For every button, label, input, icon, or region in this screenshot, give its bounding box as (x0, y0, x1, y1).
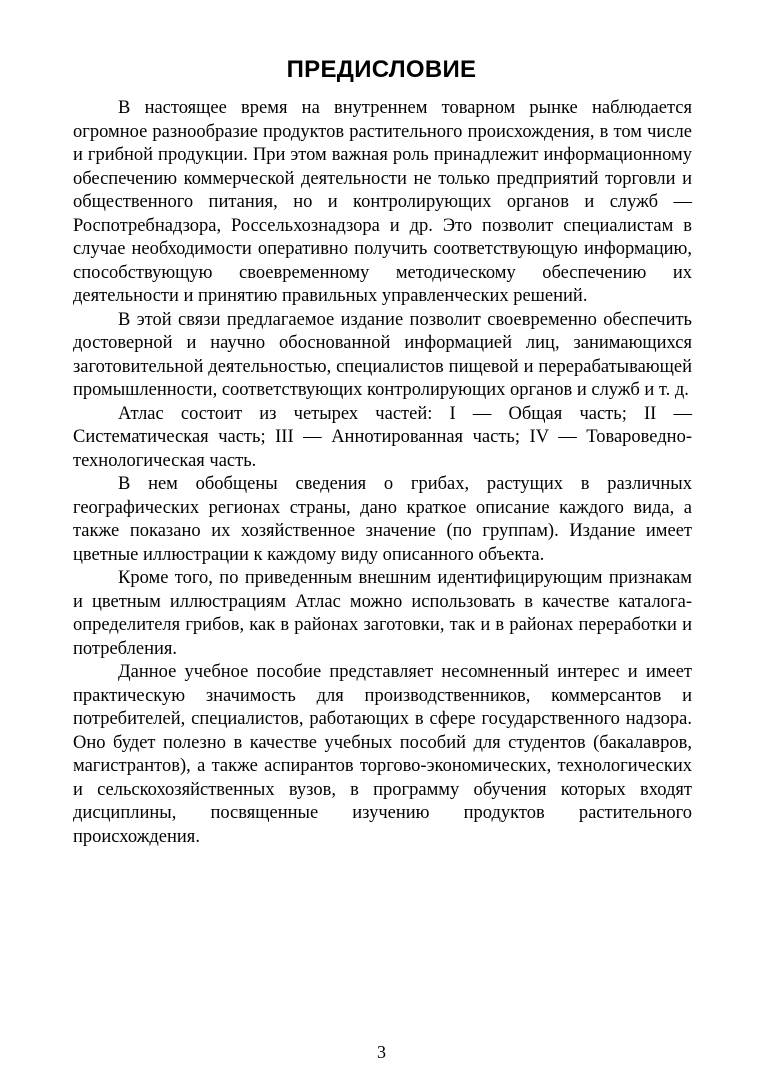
preface-body (73, 97, 692, 849)
paragraph-2: В этой связи предлагаемое издание позволит своевременно обеспечить достоверной и научно обоснованной информацией лиц, занимающихся заготовительной деятельностью, специалистов пищевой и перерабатывающей промышленности, соответствующих контролирующих органов и служб и т. д. (73, 309, 692, 400)
page-title: ПРЕДИСЛОВИЕ (286, 56, 477, 83)
page-number: 3 (377, 1042, 386, 1062)
paragraph-4: В нем обобщены сведения о грибах, растущих в различных географических регионах страны, дано краткое описание каждого вида, а также показано их хозяйственное значение (по группам). Издание имеет цветные иллюстрации к каждому виду описанного объекта. (73, 474, 692, 565)
paragraph-3: Атлас состоит из четырех частей: I — Общая часть; II — Систематическая часть; III — Аннотированная часть; IV — Товароведно-технологическая часть. (73, 403, 692, 471)
paragraph-1: В настоящее время на внутреннем товарном рынке наблюдается огромное разнообразие продуктов растительного происхождения, в том числе и грибной продукции. При этом важная роль принадлежит информационному обеспечению коммерческой деятельности не только предприятий торговли и общественного питания, но и контролирующих органов и служб — Роспотребнадзора, Россельхознадзора и др. Это позволит специалистам в случае необходимости оперативно получить соответствующую информацию, способствующую своевременному методическому обеспечению их деятельности и принятию правильных управленческих решений. (73, 98, 692, 306)
paragraph-5: Кроме того, по приведенным внешним идентифицирующим признакам и цветным иллюстрациям Атлас можно использовать в качестве каталога-определителя грибов, как в районах заготовки, так и в районах переработки и потребления. (73, 568, 692, 659)
paragraph-6: Данное учебное пособие представляет несомненный интерес и имеет практическую значимость для производственников, коммерсантов и потребителей, специалистов, работающих в сфере государственного надзора. Оно будет полезно в качестве учебных пособий для студентов (бакалавров, магистрантов), а также аспирантов торгово-экономических, технологических и сельскохозяйственных вузов, в программу обучения которых входят дисциплины, посвященные изучению продуктов растительного происхождения. (73, 662, 692, 847)
